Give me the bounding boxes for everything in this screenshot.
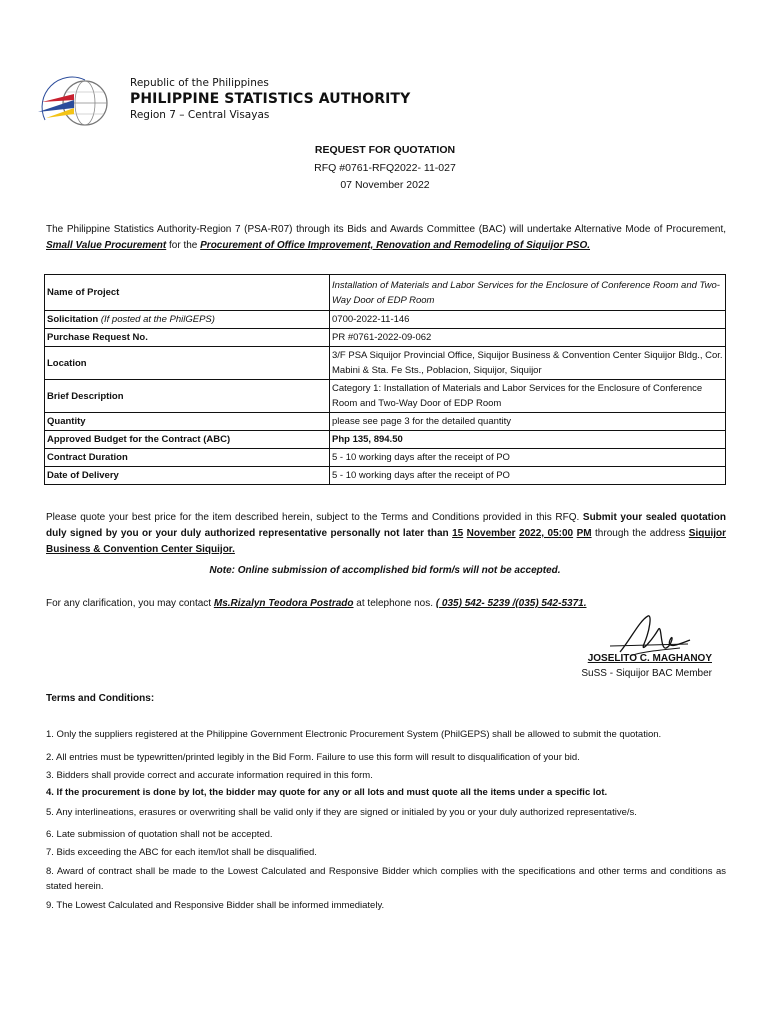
abc-value: Php 135, 894.50 — [330, 431, 726, 449]
table-row — [45, 275, 726, 311]
online-submission-note: Note: Online submission of accomplished bid form/s will not be accepted. — [209, 565, 561, 576]
table-row — [45, 413, 726, 431]
duration-value: 5 - 10 working days after the receipt of PO — [330, 449, 726, 467]
agency-name: PHILIPPINE STATISTICS AUTHORITY — [130, 91, 411, 107]
term-item: 9. The Lowest Calculated and Responsive Bidder shall be informed immediately. — [46, 900, 385, 911]
region-label: Region 7 – Central Visayas — [130, 109, 270, 121]
contact-person: Ms.Rizalyn Teodora Postrado — [213, 598, 354, 609]
description-label: Brief Description — [45, 380, 330, 413]
term-item: 7. Bids exceeding the ABC for each item/lot shall be disqualified. — [46, 847, 317, 858]
term-item: 2. All entries must be typewritten/printed legibly in the Bid Form. Failure to use this form will result to disqualification of your bid. — [46, 752, 580, 763]
project-label: Name of Project — [45, 275, 330, 311]
delivery-label: Date of Delivery — [45, 467, 330, 485]
intro-text: The Philippine Statistics Authority-Region 7 (PSA-R07) through its Bids and Awards Committee (BAC) will undertake Alternative Mode of Procurement, — [46, 224, 726, 235]
clarification-text-2: at telephone nos. — [353, 598, 436, 609]
signatory-name: JOSELITO C. MAGHANOY — [587, 653, 712, 664]
term-item: 5. Any interlineations, erasures or overwriting shall be valid only if they are signed or initialed by you or your duly authorized representative/s. — [46, 807, 637, 818]
table-row — [45, 467, 726, 485]
clarification-text: For any clarification, you may contact — [46, 598, 214, 609]
solicitation-note: (If posted at the PhilGEPS) — [100, 314, 215, 325]
abc-label: Approved Budget for the Contract (ABC) — [45, 431, 330, 449]
intro-paragraph — [46, 222, 726, 254]
clarification-line — [46, 598, 586, 609]
term-item: 1. Only the suppliers registered at the Philippine Government Electronic Procurement System (PhilGEPS) shall be allowed to submit the quotation. — [46, 729, 662, 740]
rfq-number: RFQ #0761-RFQ2022- 11-027 — [314, 162, 456, 174]
project-info-table — [44, 274, 726, 485]
solicitation-label — [45, 311, 330, 329]
signatory-title: SuSS - Siquijor BAC Member — [581, 668, 712, 679]
terms-heading: Terms and Conditions: — [46, 693, 155, 704]
quote-bold-text: Submit your sealed quotation duly signed by you or your duly authorized representative personally not later than — [46, 512, 726, 539]
rfq-date: 07 November 2022 — [340, 179, 430, 191]
quote-paragraph — [46, 510, 726, 558]
deadline-year: 2022, 05:00 — [519, 528, 574, 539]
contact-phones: ( 035) 542- 5239 /(035) 542-5371. — [435, 598, 587, 609]
procurement-project: Procurement of Office Improvement, Renovation and Remodeling of Siquijor PSO. — [200, 240, 591, 251]
term-item: 8. Award of contract shall be made to the Lowest Calculated and Responsive Bidder which complies with the specifications and other terms and conditions as stated herein. — [46, 866, 726, 892]
pr-label: Purchase Request No. — [45, 329, 330, 347]
submission-address: Siquijor Business & Convention Center Siquijor. — [46, 528, 727, 555]
deadline-day: 15 — [452, 528, 464, 539]
psa-logo — [30, 72, 116, 134]
quantity-label: Quantity — [45, 413, 330, 431]
table-row — [45, 311, 726, 329]
term-item: 3. Bidders shall provide correct and accurate information required in this form. — [46, 770, 373, 781]
duration-label: Contract Duration — [45, 449, 330, 467]
quantity-value: please see page 3 for the detailed quantity — [330, 413, 726, 431]
term-item: 6. Late submission of quotation shall not be accepted. — [46, 829, 273, 840]
project-value: Installation of Materials and Labor Services for the Enclosure of Conference Room and Two-Way Door of EDP Room — [330, 275, 726, 311]
location-label: Location — [45, 347, 330, 380]
solicitation-value: 0700-2022-11-146 — [330, 311, 726, 329]
location-value: 3/F PSA Siquijor Provincial Office, Siquijor Business & Convention Center Siquijor Bldg., Cor. Mabini & Sta. Fe Sts., Poblacion, Siquijor, Siquijor — [330, 347, 726, 380]
document-title: REQUEST FOR QUOTATION — [314, 144, 456, 156]
quote-text-2: through the address — [591, 528, 689, 539]
intro-text-2: for the — [166, 240, 201, 251]
description-value: Category 1: Installation of Materials and Labor Services for the Enclosure of Conference Room and Two-Way Door of EDP Room — [330, 380, 726, 413]
table-row — [45, 380, 726, 413]
delivery-value: 5 - 10 working days after the receipt of PO — [330, 467, 726, 485]
table-row — [45, 449, 726, 467]
table-row — [45, 431, 726, 449]
table-row — [45, 347, 726, 380]
term-item: 4. If the procurement is done by lot, the bidder may quote for any or all lots and must quote all the items under a specific lot. — [46, 787, 608, 798]
procurement-mode: Small Value Procurement — [46, 240, 167, 251]
solicitation-label-text: Solicitation — [47, 314, 101, 325]
table-row — [45, 329, 726, 347]
quote-text: Please quote your best price for the item described herein, subject to the Terms and Conditions provided in this RFQ. — [46, 512, 583, 523]
deadline-month: November — [466, 528, 516, 539]
deadline-pm: PM — [576, 528, 592, 539]
republic-label: Republic of the Philippines — [130, 77, 269, 89]
pr-value: PR #0761-2022-09-062 — [330, 329, 726, 347]
